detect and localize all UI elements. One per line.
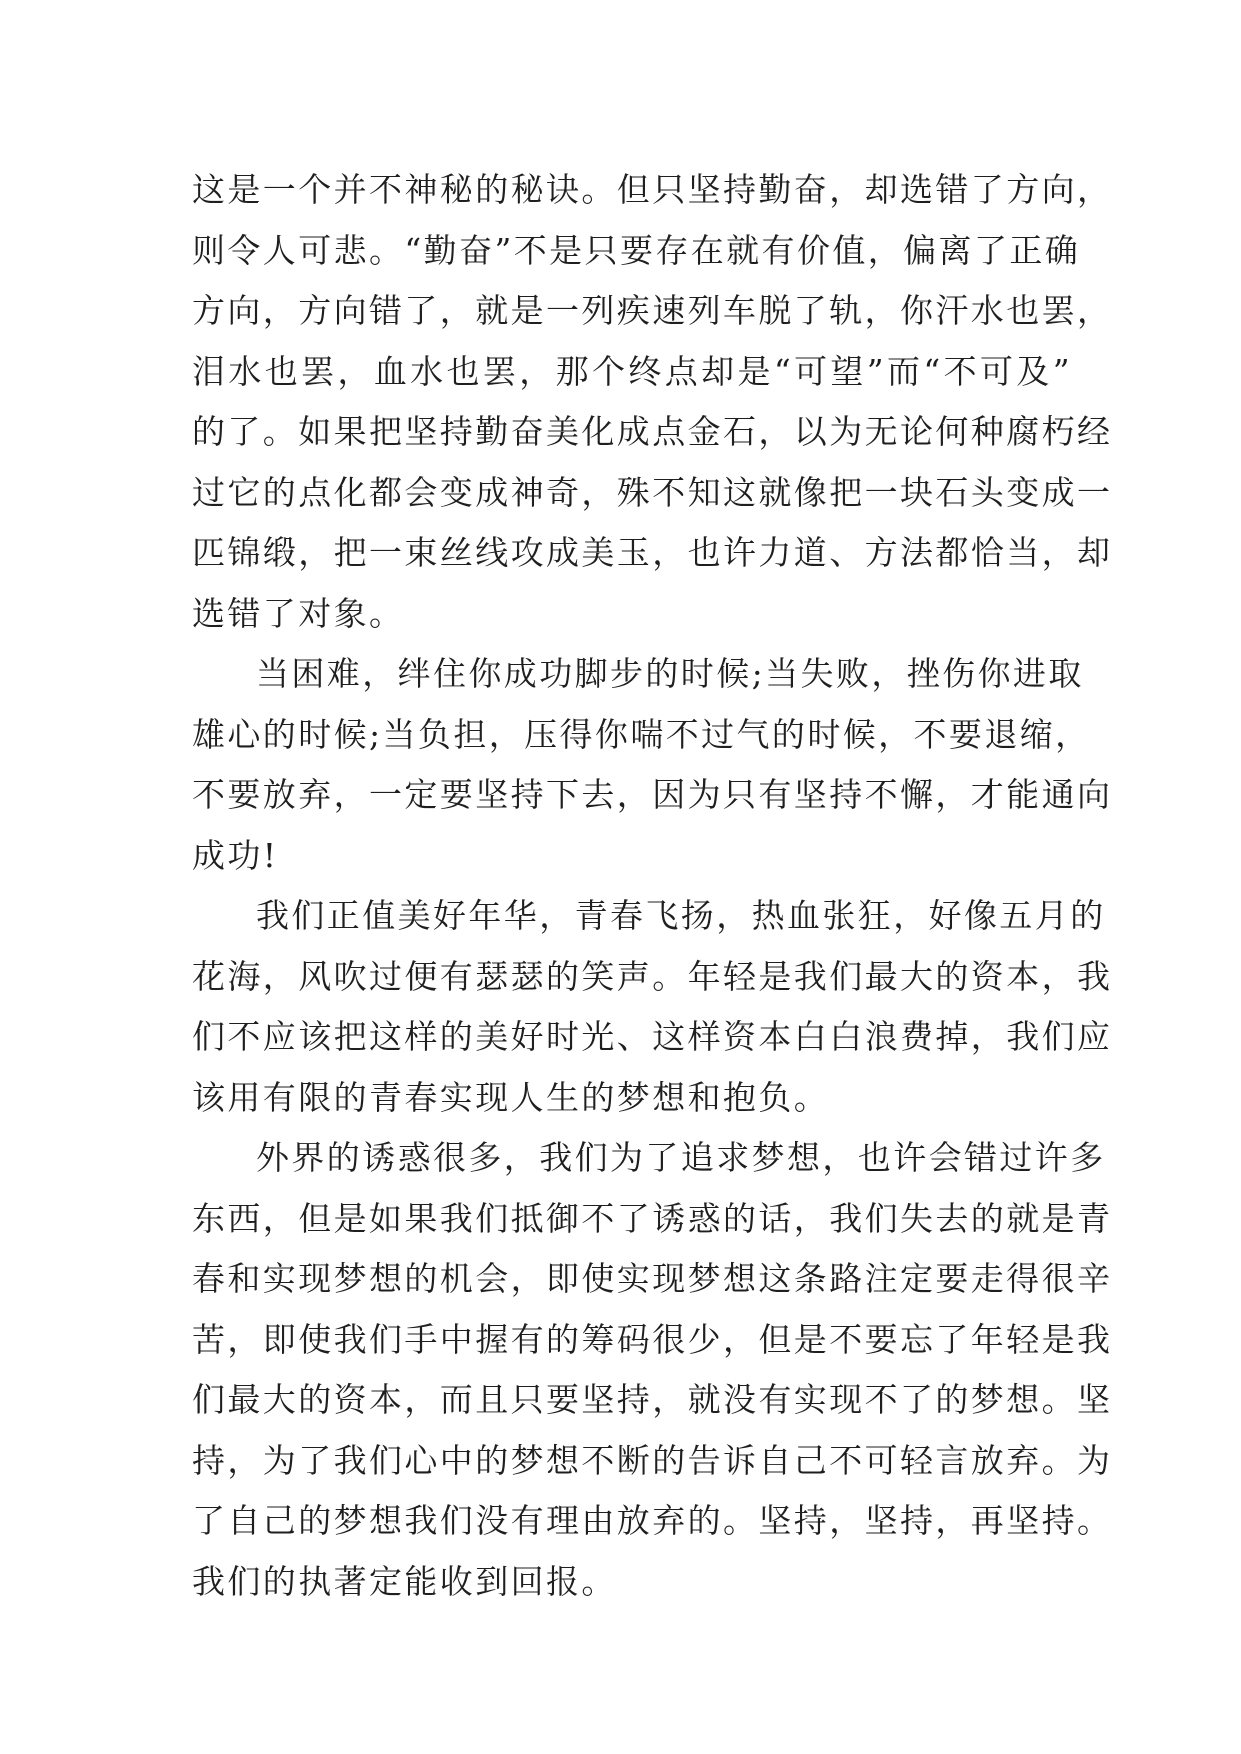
text-line: 该用有限的青春实现人生的梦想和抱负。: [192, 1077, 830, 1117]
text-line: 方向，方向错了，就是一列疾速列车脱了轨，你汗水也罢，: [192, 291, 1113, 330]
text-line: 了自己的梦想我们没有理由放弃的。坚持，坚持，再坚持。: [192, 1501, 1113, 1540]
text-line: 选错了对象。: [192, 593, 405, 633]
text-line: 的了。如果把坚持勤奋美化成点金石，以为无论何种腐朽经: [192, 412, 1113, 451]
text-line-content: 我们正值美好年华，青春飞扬，热血张狂，好像五月的: [256, 896, 1106, 935]
text-line-content: 当困难，绊住你成功脚步的时候;当失败，挫伤你进取: [256, 654, 1084, 693]
text-line: 花海，风吹过便有瑟瑟的笑声。年轻是我们最大的资本，我: [192, 956, 1113, 996]
paragraph-4: [192, 1128, 1113, 1612]
text-line: 雄心的时候;当负担，压得你喘不过气的时候，不要退缩，: [192, 714, 1091, 754]
text-line: 泪水也罢，血水也罢，那个终点却是“可望”而“不可及”: [192, 351, 1072, 391]
text-line-indented: [192, 644, 1084, 705]
text-line: 我们的执著定能收到回报。: [192, 1561, 617, 1601]
text-line: 这是一个并不神秘的秘诀。但只坚持勤奋，却选错了方向，: [192, 170, 1113, 209]
text-line: 持，为了我们心中的梦想不断的告诉自己不可轻言放弃。为: [192, 1440, 1113, 1480]
paragraph-3: [192, 886, 1113, 1128]
paragraph-1: [192, 160, 1113, 644]
text-line: 们最大的资本，而且只要坚持，就没有实现不了的梦想。坚: [192, 1380, 1113, 1419]
text-line-content: 外界的诱惑很多，我们为了追求梦想，也许会错过许多: [256, 1138, 1106, 1177]
text-line: 苦，即使我们手中握有的筹码很少，但是不要忘了年轻是我: [192, 1319, 1113, 1359]
text-line: 们不应该把这样的美好时光、这样资本白白浪费掉，我们应: [192, 1017, 1113, 1056]
text-line: 不要放弃，一定要坚持下去，因为只有坚持不懈，才能通向: [192, 775, 1113, 814]
text-line-indented: [192, 886, 1106, 947]
paragraph-2: [192, 644, 1113, 886]
text-line: 东西，但是如果我们抵御不了诱惑的话，我们失去的就是青: [192, 1198, 1113, 1238]
text-line: 过它的点化都会变成神奇，殊不知这就像把一块石头变成一: [192, 472, 1113, 512]
text-line: 春和实现梦想的机会，即使实现梦想这条路注定要走得很辛: [192, 1259, 1113, 1298]
text-line: 匹锦缎，把一束丝线攻成美玉，也许力道、方法都恰当，却: [192, 533, 1113, 572]
document-body: [192, 160, 1113, 1612]
text-line: 则令人可悲。“勤奋”不是只要存在就有价值，偏离了正确: [192, 230, 1081, 270]
text-line: 成功!: [192, 835, 279, 875]
text-line-indented: [192, 1128, 1106, 1189]
